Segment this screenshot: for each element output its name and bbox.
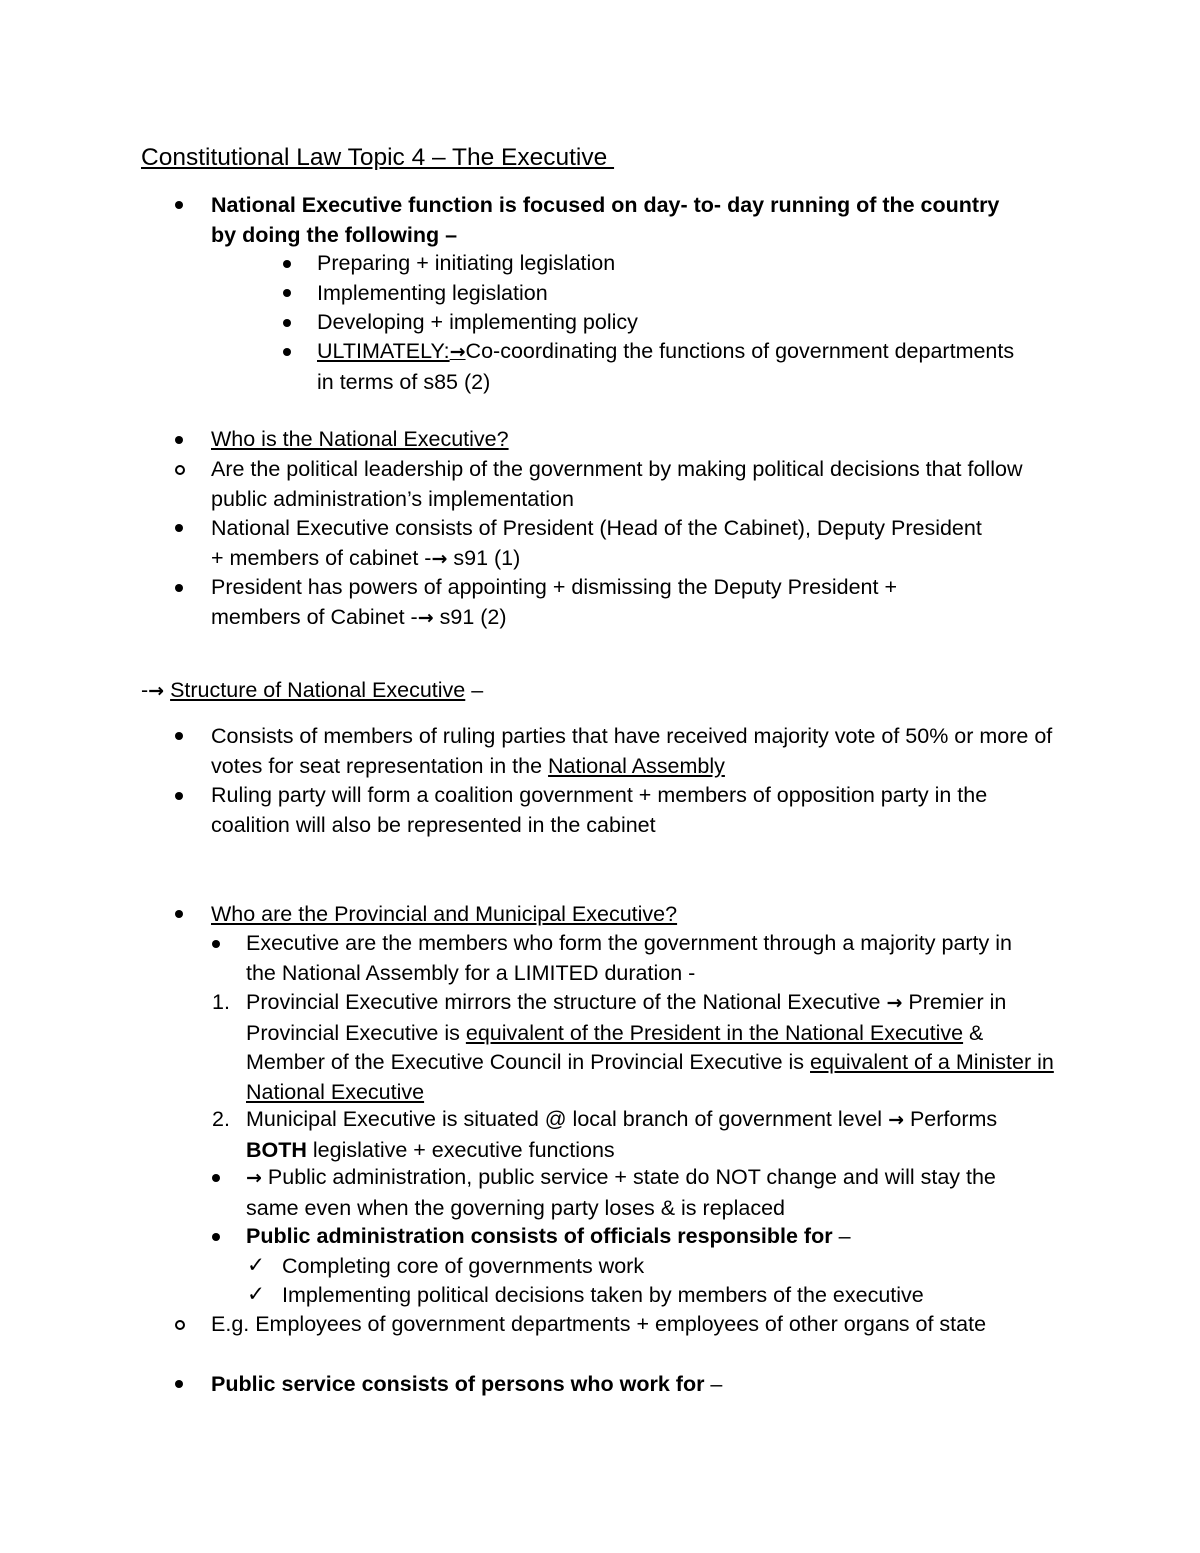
structure-bullet-2: Ruling party will form a coalition government + members of opposition party in the coalition will also be represented in the cabinet bbox=[211, 783, 988, 837]
bullet-icon bbox=[212, 1233, 220, 1241]
who-bullet-2-ref: s91 (1) bbox=[447, 545, 521, 570]
bullet-icon bbox=[283, 289, 291, 297]
structure-title: Structure of National Executive bbox=[170, 678, 466, 702]
provincial-sub-3-tail: – bbox=[832, 1224, 851, 1248]
hollow-bullet-icon bbox=[175, 465, 185, 475]
public-service-tail: – bbox=[704, 1372, 723, 1396]
bullet-icon bbox=[175, 910, 183, 918]
n1-text-b: Premier in Provincial Executive is bbox=[246, 990, 1007, 1045]
public-service-bold: Public service consists of persons who work for bbox=[211, 1372, 705, 1396]
arrow-icon: → bbox=[417, 606, 434, 629]
n1-text-a: Provincial Executive mirrors the structure of the National Executive bbox=[246, 990, 887, 1014]
bullet-icon bbox=[175, 201, 183, 209]
numbered-marker-2: 2. bbox=[212, 1107, 230, 1131]
provincial-sub-1: Executive are the members who form the government through a majority party in the National Assembly for a LIMITED duration - bbox=[246, 931, 1012, 985]
ultimately-label: ULTIMATELY: bbox=[317, 339, 450, 363]
who-bullet-2-text: National Executive consists of President (Head of the Cabinet), Deputy President + members of cabinet - bbox=[211, 516, 982, 570]
page-title: Constitutional Law Topic 4 – The Executive bbox=[141, 144, 615, 171]
numbered-item-2 bbox=[246, 1105, 1006, 1165]
who-bullet-3 bbox=[211, 573, 991, 633]
bullet-icon bbox=[283, 319, 291, 327]
n2-text-c: legislative + executive functions bbox=[306, 1137, 615, 1162]
structure-suffix: – bbox=[465, 678, 484, 702]
who-bullet-2 bbox=[211, 514, 991, 574]
intro-item-4 bbox=[317, 337, 1017, 397]
n2-text-b: Performs bbox=[903, 1107, 998, 1131]
bullet-icon bbox=[212, 940, 220, 948]
public-service-heading bbox=[211, 1370, 722, 1400]
provincial-heading: Who are the Provincial and Municipal Executive? bbox=[211, 902, 678, 926]
national-assembly-link: National Assembly bbox=[548, 753, 725, 778]
arrow-icon: → bbox=[888, 1109, 904, 1131]
arrow-icon: → bbox=[246, 1167, 262, 1189]
bullet-icon bbox=[175, 1380, 183, 1388]
bullet-icon bbox=[175, 732, 183, 740]
n1-text-d: & Member of the Executive Council in Provincial Executive is bbox=[246, 1020, 984, 1074]
arrow-icon: → bbox=[886, 992, 903, 1014]
bullet-icon bbox=[175, 436, 183, 444]
bullet-icon bbox=[212, 1174, 220, 1182]
n2-text-bold: BOTH bbox=[246, 1137, 307, 1162]
arrow-icon: → bbox=[431, 547, 448, 570]
numbered-item-1 bbox=[246, 988, 1056, 1107]
check-item-1: Completing core of governments work bbox=[282, 1254, 645, 1278]
provincial-sub-3-bold: Public administration consists of officials responsible for bbox=[246, 1224, 833, 1248]
n2-text-a: Municipal Executive is situated @ local branch of government level bbox=[246, 1107, 889, 1131]
bullet-icon bbox=[283, 348, 291, 356]
check-icon: ✓ bbox=[247, 1282, 266, 1306]
bullet-icon bbox=[283, 260, 291, 268]
structure-heading bbox=[141, 676, 483, 707]
arrow-icon: → bbox=[148, 680, 165, 702]
provincial-sub-2 bbox=[246, 1163, 1046, 1223]
arrow-icon: → bbox=[449, 341, 466, 363]
check-icon: ✓ bbox=[247, 1253, 266, 1277]
provincial-sub-2-text: Public administration, public service + state do NOT change and will stay the same even when the governing party loses & is replaced bbox=[246, 1165, 996, 1220]
n1-text-c: equivalent of the President in the National Executive bbox=[465, 1020, 964, 1045]
who-bullet-1: Are the political leadership of the government by making political decisions that follow public administration’s implementation bbox=[211, 457, 1023, 511]
structure-prefix: - bbox=[141, 678, 149, 702]
intro-item-2: Implementing legislation bbox=[317, 281, 548, 305]
structure-bullet-1-text: Consists of members of ruling parties that have received majority vote of 50% or more of votes for seat representation in the bbox=[211, 724, 1053, 778]
n1-text-e: equivalent of a Minister in National Executive bbox=[246, 1050, 1054, 1104]
example-note: E.g. Employees of government departments + employees of other organs of state bbox=[211, 1312, 987, 1336]
intro-item-1: Preparing + initiating legislation bbox=[317, 251, 616, 275]
provincial-sub-3 bbox=[246, 1222, 851, 1252]
hollow-bullet-icon bbox=[175, 1320, 185, 1330]
structure-bullet-1 bbox=[211, 722, 1061, 781]
intro-item-3: Developing + implementing policy bbox=[317, 310, 638, 334]
who-bullet-3-text: President has powers of appointing + dismissing the Deputy President + members of Cabinet - bbox=[211, 575, 898, 629]
numbered-marker-1: 1. bbox=[212, 990, 230, 1014]
who-bullet-3-ref: s91 (2) bbox=[433, 604, 507, 629]
ultimately-text: Co-coordinating the functions of government departments in terms of s85 (2) bbox=[317, 339, 1015, 394]
who-heading: Who is the National Executive? bbox=[211, 427, 509, 451]
check-item-2: Implementing political decisions taken by members of the executive bbox=[282, 1283, 924, 1307]
bullet-icon bbox=[175, 584, 183, 592]
intro-heading: National Executive function is focused on day- to- day running of the country by doing the following – bbox=[211, 193, 1000, 247]
bullet-icon bbox=[175, 524, 183, 532]
bullet-icon bbox=[175, 792, 183, 800]
